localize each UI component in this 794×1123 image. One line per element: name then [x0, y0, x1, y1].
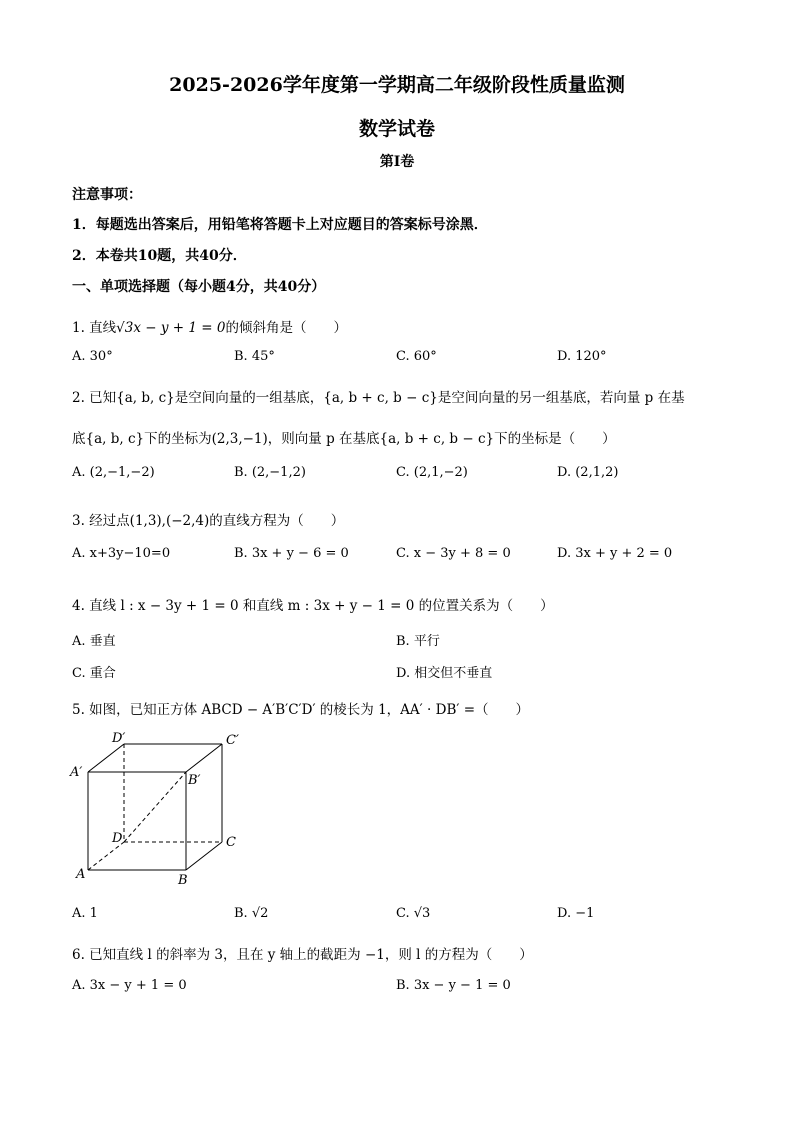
q1-option-d[interactable]: D. 120° [557, 349, 607, 364]
q4-option-a[interactable]: A. 垂直 [72, 634, 116, 649]
q5-option-a[interactable]: A. 1 [72, 906, 98, 921]
q5-option-b[interactable]: B. √2 [234, 906, 269, 921]
edge-bp-cp [186, 744, 222, 772]
q5-option-c[interactable]: C. √3 [396, 906, 431, 921]
q5-option-d[interactable]: D. −1 [557, 906, 595, 921]
q4-option-c[interactable]: C. 重合 [72, 666, 116, 681]
q1-option-a[interactable]: A. 30° [72, 349, 113, 364]
notice-item-1: 1．每题选出答案后，用铅笔将答题卡上对应题目的答案标号涂黑． [72, 217, 488, 233]
question-2-line-1: 2. 已知{a, b, c}是空间向量的一组基底，{a, b + c, b − c}是空间向量的另一组基底，若向量 p 在基 [72, 390, 685, 406]
diagonal-d-bp [124, 772, 186, 842]
question-2-line-2: 底{a, b, c}下的坐标为(2,3,−1)，则向量 p 在基底{a, b + c, b − c}下的坐标是（ ） [72, 431, 616, 447]
edge-ap-dp [88, 744, 124, 772]
q2-option-b[interactable]: B. (2,−1,2) [234, 465, 306, 480]
q1-expr: √3x − y + 1 = 0 [116, 320, 226, 336]
label-ap: A′ [70, 765, 83, 780]
label-cp: C′ [226, 733, 239, 748]
q3-option-c[interactable]: C. x − 3y + 8 = 0 [396, 546, 511, 561]
notice-item-2: 2．本卷共10题，共40分． [72, 248, 247, 264]
edge-a-d-hidden [88, 842, 124, 870]
label-a: A [76, 867, 86, 882]
q3-option-b[interactable]: B. 3x + y − 6 = 0 [234, 546, 349, 561]
volume-label: 第Ⅰ卷 [379, 154, 415, 170]
q1-prefix: 1. 直线 [72, 320, 117, 336]
question-3: 3. 经过点(1,3),(−2,4)的直线方程为（ ） [72, 513, 345, 529]
q4-option-b[interactable]: B. 平行 [396, 634, 440, 649]
q2-option-a[interactable]: A. (2,−1,−2) [72, 465, 155, 480]
q2-option-c[interactable]: C. (2,1,−2) [396, 465, 468, 480]
q3-option-a[interactable]: A. x+3y−10=0 [72, 546, 171, 561]
exam-title: 2025-2026学年度第一学期高二年级阶段性质量监测 [169, 74, 625, 96]
question-1 [72, 316, 347, 336]
q6-option-a[interactable]: A. 3x − y + 1 = 0 [72, 978, 187, 993]
q4-option-d[interactable]: D. 相交但不垂直 [396, 666, 493, 681]
q1-option-c[interactable]: C. 60° [396, 349, 437, 364]
question-6: 6. 已知直线 l 的斜率为 3，且在 y 轴上的截距为 −1，则 l 的方程为（ ） [72, 947, 533, 963]
label-d: D [112, 831, 123, 846]
q2-option-d[interactable]: D. (2,1,2) [557, 465, 619, 480]
label-bp: B′ [188, 773, 201, 788]
question-4: 4. 直线 l : x − 3y + 1 = 0 和直线 m : 3x + y − 1 = 0 的位置关系为（ ） [72, 598, 554, 614]
label-dp: D′ [112, 731, 126, 746]
q3-option-d[interactable]: D. 3x + y + 2 = 0 [557, 546, 673, 561]
section-heading: 一、单项选择题（每小题4分，共40分） [72, 279, 326, 295]
q6-option-b[interactable]: B. 3x − y − 1 = 0 [396, 978, 511, 993]
label-b: B [178, 873, 188, 888]
q1-suffix: 的倾斜角是（ ） [225, 320, 347, 336]
label-c: C [226, 835, 236, 850]
cube-figure [68, 730, 258, 890]
q1-option-b[interactable]: B. 45° [234, 349, 275, 364]
exam-subtitle: 数学试卷 [358, 118, 435, 140]
question-5: 5. 如图，已知正方体 ABCD − A′B′C′D′ 的棱长为 1，AA′ · DB′ =（ ） [72, 702, 530, 718]
edge-b-c [186, 842, 222, 870]
notice-heading: 注意事项： [72, 187, 142, 203]
